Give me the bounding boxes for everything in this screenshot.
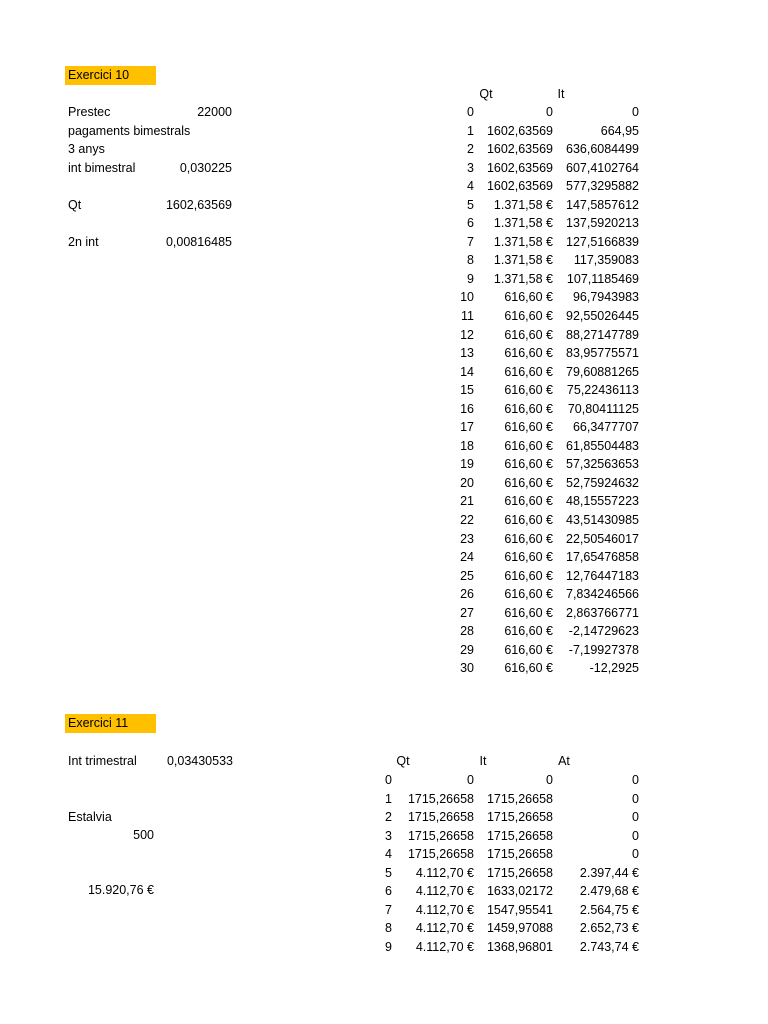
table-row bbox=[0, 511, 768, 530]
qt-cell: 1.371,58 € bbox=[493, 253, 553, 268]
table-row bbox=[0, 641, 768, 660]
at-cell: 0 bbox=[632, 773, 639, 787]
period-cell: 13 bbox=[460, 346, 474, 361]
it-cell: -7,19927378 bbox=[568, 642, 639, 657]
period-cell: 4 bbox=[385, 847, 392, 862]
table-row bbox=[0, 270, 768, 289]
it-cell: 12,76447183 bbox=[566, 568, 639, 583]
it-cell: 1715,26658 bbox=[486, 847, 553, 862]
qt-cell: 616,60 € bbox=[504, 642, 553, 657]
period-cell: 30 bbox=[460, 661, 474, 676]
it-cell: 75,22436113 bbox=[566, 383, 639, 398]
table-row bbox=[0, 548, 768, 567]
period-cell: 7 bbox=[385, 902, 392, 917]
it-cell: 61,85504483 bbox=[566, 438, 639, 453]
period-cell: 15 bbox=[460, 383, 474, 398]
qt-cell: 616,60 € bbox=[504, 531, 553, 546]
ex11-table bbox=[0, 771, 768, 956]
period-cell: 8 bbox=[467, 253, 474, 268]
it-cell: 48,15557223 bbox=[566, 494, 639, 509]
it-cell: 664,95 bbox=[600, 123, 639, 138]
table-row bbox=[0, 790, 768, 809]
qt-cell: 616,60 € bbox=[504, 290, 553, 305]
period-cell: 12 bbox=[460, 327, 474, 342]
ex11-int-value: 0,03430533 bbox=[166, 754, 233, 768]
qt-cell: 1602,63569 bbox=[486, 179, 553, 194]
period-cell: 26 bbox=[460, 587, 474, 602]
ex11-estalvia-value: 500 bbox=[133, 828, 154, 842]
table-row bbox=[0, 567, 768, 586]
qt-cell: 616,60 € bbox=[504, 346, 553, 361]
period-cell: 20 bbox=[460, 475, 474, 490]
param-value: 1602,63569 bbox=[165, 197, 232, 212]
param-label: int bimestral bbox=[68, 160, 136, 175]
qt-cell: 4.112,70 € bbox=[415, 902, 474, 917]
qt-cell: 0 bbox=[546, 105, 553, 119]
qt-cell: 1715,26658 bbox=[407, 847, 474, 862]
period-cell: 11 bbox=[461, 309, 474, 324]
param-value: 0,00816485 bbox=[165, 234, 232, 249]
qt-cell: 616,60 € bbox=[504, 420, 553, 435]
it-cell: 92,55026445 bbox=[566, 309, 639, 324]
ex10-header-qt: Qt bbox=[479, 87, 493, 101]
it-cell: 636,6084499 bbox=[566, 142, 639, 157]
param-label: Qt bbox=[68, 197, 82, 212]
ex10-table bbox=[0, 103, 768, 678]
it-cell: 2,863766771 bbox=[566, 605, 639, 620]
period-cell: 22 bbox=[460, 513, 474, 528]
table-row bbox=[0, 659, 768, 678]
period-cell: 7 bbox=[467, 234, 474, 249]
it-cell: 1715,26658 bbox=[486, 791, 553, 806]
qt-cell: 616,60 € bbox=[504, 327, 553, 342]
it-cell: 1715,26658 bbox=[486, 828, 553, 843]
table-row bbox=[0, 622, 768, 641]
qt-cell: 1.371,58 € bbox=[493, 271, 553, 286]
table-row bbox=[0, 492, 768, 511]
table-row bbox=[0, 159, 768, 178]
table-row bbox=[0, 344, 768, 363]
qt-cell: 4.112,70 € bbox=[415, 865, 474, 880]
period-cell: 3 bbox=[385, 828, 392, 843]
period-cell: 2 bbox=[467, 142, 474, 157]
period-cell: 5 bbox=[385, 865, 392, 880]
qt-cell: 616,60 € bbox=[504, 475, 553, 490]
period-cell: 19 bbox=[460, 457, 474, 472]
at-cell: 2.397,44 € bbox=[579, 865, 639, 880]
qt-cell: 1.371,58 € bbox=[493, 197, 553, 212]
period-cell: 24 bbox=[460, 550, 474, 565]
qt-cell: 616,60 € bbox=[504, 364, 553, 379]
qt-cell: 1.371,58 € bbox=[493, 216, 553, 231]
period-cell: 10 bbox=[460, 290, 474, 305]
period-cell: 28 bbox=[460, 624, 474, 639]
period-cell: 6 bbox=[467, 216, 474, 231]
table-row bbox=[0, 381, 768, 400]
qt-cell: 616,60 € bbox=[504, 587, 553, 602]
table-row bbox=[0, 437, 768, 456]
it-cell: 43,51430985 bbox=[566, 513, 639, 528]
ex11-estalvia-label: Estalvia bbox=[68, 810, 112, 824]
period-cell: 9 bbox=[467, 271, 474, 286]
param-value: 22000 bbox=[197, 105, 232, 119]
it-cell: 52,75924632 bbox=[566, 475, 639, 490]
period-cell: 1 bbox=[385, 791, 392, 806]
period-cell: 23 bbox=[460, 531, 474, 546]
table-row bbox=[0, 177, 768, 196]
period-cell: 8 bbox=[385, 921, 392, 936]
period-cell: 0 bbox=[385, 773, 392, 787]
it-cell: 577,3295882 bbox=[566, 179, 639, 194]
it-cell: 66,3477707 bbox=[572, 420, 639, 435]
ex11-int-label: Int trimestral bbox=[68, 754, 137, 768]
it-cell: 0 bbox=[546, 773, 553, 787]
it-cell: 17,65476858 bbox=[566, 550, 639, 565]
table-row bbox=[0, 474, 768, 493]
ex10-title: Exercici 10 bbox=[65, 66, 156, 85]
period-cell: 0 bbox=[467, 105, 474, 119]
it-cell: 96,7943983 bbox=[572, 290, 639, 305]
qt-cell: 4.112,70 € bbox=[415, 921, 474, 936]
period-cell: 29 bbox=[460, 642, 474, 657]
table-row bbox=[0, 288, 768, 307]
qt-cell: 1602,63569 bbox=[486, 142, 553, 157]
table-row bbox=[0, 307, 768, 326]
it-cell: 107,1185469 bbox=[566, 271, 639, 286]
at-cell: 2.743,74 € bbox=[579, 939, 639, 954]
table-row bbox=[0, 530, 768, 549]
period-cell: 2 bbox=[385, 810, 392, 825]
table-row bbox=[0, 827, 768, 846]
at-cell: 2.479,68 € bbox=[579, 884, 639, 899]
table-row bbox=[0, 919, 768, 938]
it-cell: 117,359083 bbox=[573, 253, 639, 268]
ex11-total-value: 15.920,76 € bbox=[87, 883, 154, 897]
period-cell: 25 bbox=[460, 568, 474, 583]
table-row bbox=[0, 604, 768, 623]
table-row bbox=[0, 585, 768, 604]
qt-cell: 616,60 € bbox=[504, 661, 553, 676]
qt-cell: 616,60 € bbox=[504, 513, 553, 528]
it-cell: -2,14729623 bbox=[568, 624, 639, 639]
table-row bbox=[0, 326, 768, 345]
it-cell: 1368,96801 bbox=[486, 939, 553, 954]
param-label: Prestec bbox=[68, 105, 111, 119]
qt-cell: 1715,26658 bbox=[407, 828, 474, 843]
it-cell: 1715,26658 bbox=[486, 865, 553, 880]
table-row bbox=[0, 251, 768, 270]
it-cell: 607,4102764 bbox=[566, 160, 639, 175]
table-row bbox=[0, 418, 768, 437]
it-cell: 0 bbox=[632, 105, 639, 119]
it-cell: 22,50546017 bbox=[566, 531, 639, 546]
it-cell: 83,95775571 bbox=[566, 346, 639, 361]
period-cell: 18 bbox=[460, 438, 474, 453]
table-row bbox=[0, 901, 768, 920]
period-cell: 17 bbox=[460, 420, 474, 435]
period-cell: 14 bbox=[460, 364, 474, 379]
qt-cell: 616,60 € bbox=[504, 605, 553, 620]
qt-cell: 1.371,58 € bbox=[493, 234, 553, 249]
qt-cell: 4.112,70 € bbox=[415, 939, 474, 954]
at-cell: 0 bbox=[632, 828, 639, 843]
qt-cell: 1602,63569 bbox=[486, 160, 553, 175]
it-cell: 7,834246566 bbox=[566, 587, 639, 602]
ex11-header-at: At bbox=[558, 754, 570, 768]
qt-cell: 616,60 € bbox=[504, 457, 553, 472]
at-cell: 0 bbox=[632, 810, 639, 825]
it-cell: 1633,02172 bbox=[486, 884, 553, 899]
ex11-header-it: It bbox=[479, 754, 487, 768]
it-cell: 127,5166839 bbox=[566, 234, 639, 249]
it-cell: 1715,26658 bbox=[486, 810, 553, 825]
qt-cell: 616,60 € bbox=[504, 309, 553, 324]
qt-cell: 616,60 € bbox=[504, 550, 553, 565]
table-row bbox=[0, 864, 768, 883]
it-cell: 147,5857612 bbox=[566, 197, 639, 212]
param-label: 3 anys bbox=[68, 142, 105, 157]
qt-cell: 1715,26658 bbox=[407, 810, 474, 825]
at-cell: 2.564,75 € bbox=[579, 902, 639, 917]
qt-cell: 616,60 € bbox=[504, 624, 553, 639]
table-row bbox=[0, 400, 768, 419]
at-cell: 0 bbox=[632, 791, 639, 806]
period-cell: 5 bbox=[467, 197, 474, 212]
ex11-header-qt: Qt bbox=[396, 754, 410, 768]
table-row bbox=[0, 214, 768, 233]
table-row bbox=[0, 455, 768, 474]
table-row bbox=[0, 808, 768, 827]
qt-cell: 616,60 € bbox=[504, 383, 553, 398]
period-cell: 21 bbox=[460, 494, 474, 509]
ex10-header-it: It bbox=[557, 87, 565, 101]
param-label: 2n int bbox=[68, 234, 99, 249]
qt-cell: 616,60 € bbox=[504, 438, 553, 453]
table-row bbox=[0, 938, 768, 957]
it-cell: 1547,95541 bbox=[486, 902, 553, 917]
at-cell: 2.652,73 € bbox=[579, 921, 639, 936]
it-cell: 70,80411125 bbox=[567, 401, 639, 416]
table-row bbox=[0, 122, 768, 141]
it-cell: 79,60881265 bbox=[566, 364, 639, 379]
table-row bbox=[0, 882, 768, 901]
param-value: 0,030225 bbox=[179, 160, 232, 175]
period-cell: 4 bbox=[467, 179, 474, 194]
period-cell: 6 bbox=[385, 884, 392, 899]
table-row bbox=[0, 103, 768, 122]
it-cell: -12,2925 bbox=[589, 661, 639, 676]
period-cell: 16 bbox=[460, 401, 474, 416]
period-cell: 27 bbox=[460, 605, 474, 620]
table-row bbox=[0, 363, 768, 382]
period-cell: 3 bbox=[467, 160, 474, 175]
qt-cell: 616,60 € bbox=[504, 568, 553, 583]
qt-cell: 4.112,70 € bbox=[415, 884, 474, 899]
table-row bbox=[0, 771, 768, 790]
it-cell: 88,27147789 bbox=[566, 327, 639, 342]
period-cell: 1 bbox=[467, 123, 474, 138]
table-row bbox=[0, 196, 768, 215]
qt-cell: 1715,26658 bbox=[407, 791, 474, 806]
it-cell: 1459,97088 bbox=[486, 921, 553, 936]
qt-cell: 1602,63569 bbox=[486, 123, 553, 138]
param-label: pagaments bimestrals bbox=[68, 123, 191, 138]
it-cell: 57,32563653 bbox=[566, 457, 639, 472]
qt-cell: 0 bbox=[467, 773, 474, 787]
table-row bbox=[0, 845, 768, 864]
qt-cell: 616,60 € bbox=[504, 401, 553, 416]
table-row bbox=[0, 140, 768, 159]
table-row bbox=[0, 233, 768, 252]
period-cell: 9 bbox=[385, 939, 392, 954]
qt-cell: 616,60 € bbox=[504, 494, 553, 509]
at-cell: 0 bbox=[632, 847, 639, 862]
ex11-title: Exercici 11 bbox=[65, 714, 156, 733]
it-cell: 137,5920213 bbox=[566, 216, 639, 231]
